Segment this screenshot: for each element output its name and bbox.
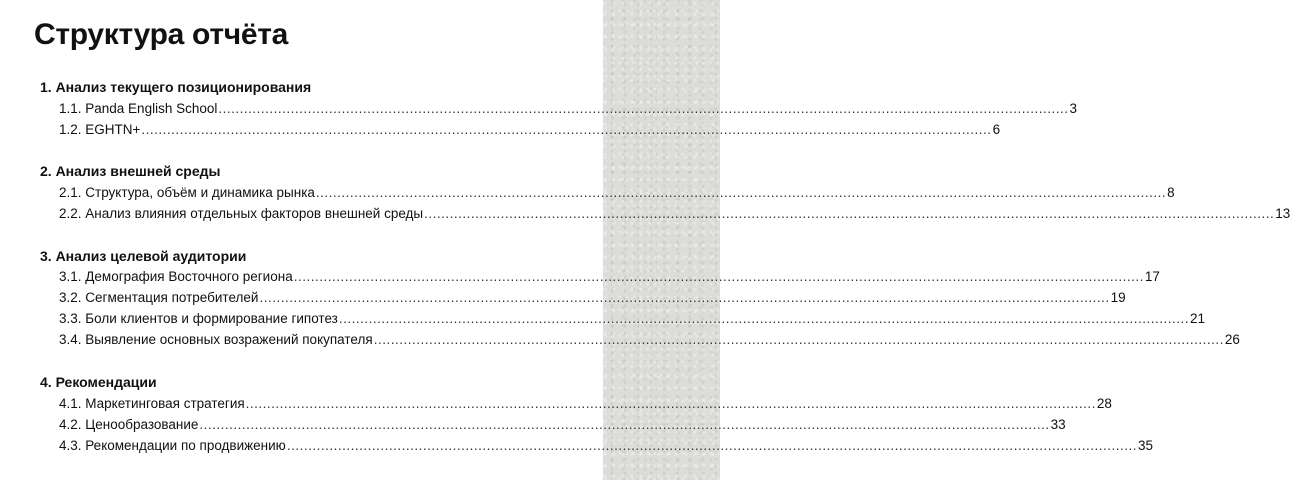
toc-entry-page: 26 [1224, 332, 1240, 347]
toc-entry-label: 2.1. Структура, объём и динамика рынка [59, 185, 315, 200]
toc-entry[interactable] [59, 311, 1206, 326]
leader-dots: ........................................................................................................................................................................................................ [286, 438, 1137, 453]
section-heading: 3. Анализ целевой аудитории [40, 248, 247, 264]
section-heading: 1. Анализ текущего позиционирования [40, 79, 312, 95]
toc-entry-label: 4.1. Маркетинговая стратегия [59, 396, 245, 411]
toc-entry-label: 3.1. Демография Восточного региона [59, 269, 293, 284]
leader-dots: ........................................................................................................................................................................................................ [141, 122, 992, 137]
toc-entry-label: 4.2. Ценообразование [59, 417, 199, 432]
leader-dots: ........................................................................................................................................................................................................ [424, 206, 1275, 221]
toc-entry-page: 17 [1144, 269, 1160, 284]
toc-entry[interactable] [59, 417, 1066, 432]
toc-entry-page: 6 [992, 122, 1001, 137]
toc-entry[interactable] [59, 438, 1153, 453]
toc-entry[interactable] [59, 185, 1175, 200]
toc-entry[interactable] [59, 332, 1240, 347]
toc-entry[interactable] [59, 206, 1290, 221]
leader-dots: ........................................................................................................................................................................................................ [293, 269, 1144, 284]
toc-entry[interactable] [59, 269, 1160, 284]
toc-entry-page: 21 [1190, 311, 1206, 326]
toc-entry-page: 19 [1110, 290, 1126, 305]
toc-entry[interactable] [59, 396, 1112, 411]
toc-entry-label: 3.4. Выявление основных возражений покупателя [59, 332, 373, 347]
leader-dots: ........................................................................................................................................................................................................ [245, 396, 1096, 411]
leader-dots: ........................................................................................................................................................................................................ [315, 185, 1167, 200]
toc-entry-label: 1.2. EGHTN+ [59, 122, 141, 137]
toc-entry-label: 3.2. Сегментация потребителей [59, 290, 259, 305]
toc-entry-label: 1.1. Panda English School [59, 101, 218, 116]
toc-entry[interactable] [59, 122, 1001, 137]
toc-entry-page: 13 [1275, 206, 1290, 221]
toc-entry-page: 8 [1167, 185, 1175, 200]
toc-entry-page: 35 [1137, 438, 1153, 453]
leader-dots: ........................................................................................................................................................................................................ [199, 417, 1050, 432]
toc-entry-label: 2.2. Анализ влияния отдельных факторов внешней среды [59, 206, 424, 221]
section-heading: 2. Анализ внешней среды [40, 163, 221, 179]
toc-entry-label: 4.3. Рекомендации по продвижению [59, 438, 286, 453]
section-heading: 4. Рекомендации [40, 374, 157, 390]
leader-dots: ........................................................................................................................................................................................................ [373, 332, 1224, 347]
page-title: Структура отчёта [34, 18, 289, 51]
leader-dots: ........................................................................................................................................................................................................ [259, 290, 1110, 305]
toc-entry[interactable] [59, 101, 1078, 116]
toc-entry-label: 3.3. Боли клиентов и формирование гипотез [59, 311, 338, 326]
leader-dots: ........................................................................................................................................................................................................ [338, 311, 1190, 326]
toc-entry-page: 28 [1096, 396, 1112, 411]
toc-entry-page: 3 [1069, 101, 1078, 116]
toc-entry[interactable] [59, 290, 1126, 305]
leader-dots: ........................................................................................................................................................................................................ [218, 101, 1069, 116]
toc-entry-page: 33 [1050, 417, 1066, 432]
